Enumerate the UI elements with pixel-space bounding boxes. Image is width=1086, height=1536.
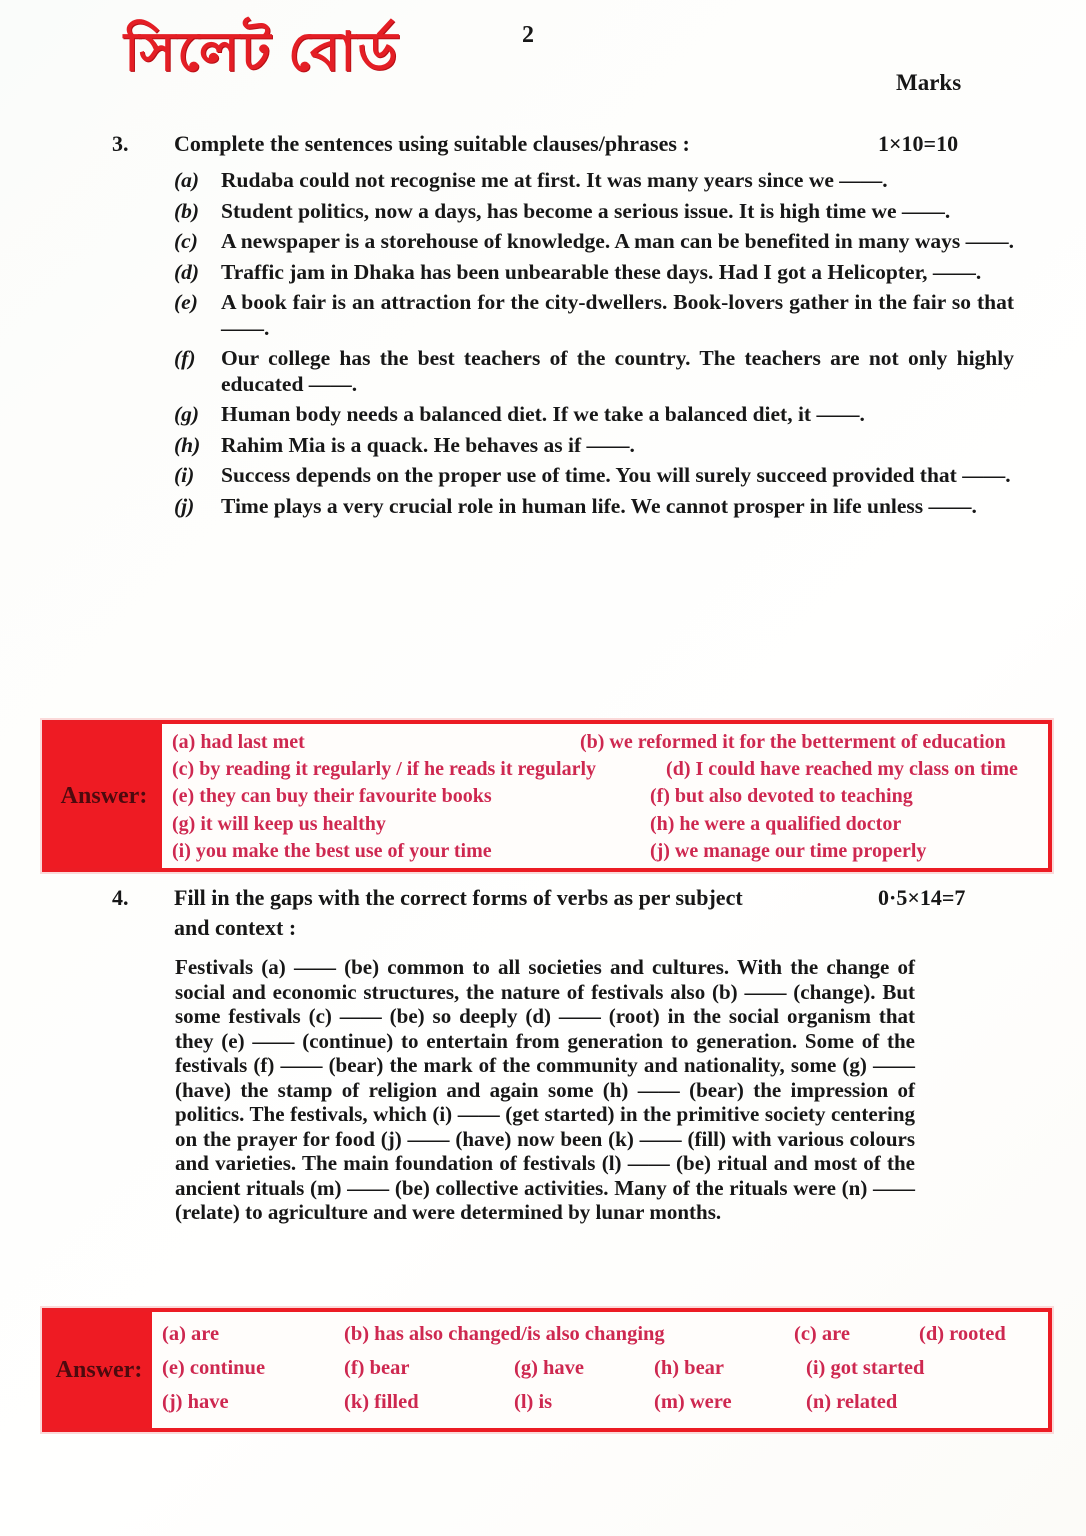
- answer-item: (k) filled: [344, 1391, 419, 1413]
- answer-box-q4: [42, 1308, 1052, 1432]
- question-3-number: 3.: [112, 131, 129, 156]
- answer-item: (n) related: [806, 1391, 898, 1413]
- item-label: (c): [174, 229, 198, 253]
- question-item-c: [174, 229, 1014, 255]
- question-4-section: [112, 884, 1014, 1225]
- answer-item: (l) is: [514, 1391, 553, 1413]
- answer-item: (b) has also changed/is also changing: [344, 1323, 665, 1345]
- answer-item: (i) you make the best use of your time: [172, 839, 492, 862]
- answer-item: (j) we manage our time properly: [649, 839, 927, 862]
- question-item-g: [174, 402, 1014, 428]
- question-4-passage: Festivals (a) —— (be) common to all societies and cultures. With the change of social and economic structures, the nature of festivals also (b) —— (change). But some festivals (c) —— (be) so deeply (d) —— (root) in the social organism that they (e) —— (continue) to entertain from generation to generation. Some of the festivals (f) —— (bear) the mark of the community and nationality, some (g) —— (have) the stamp of religion and again some (h) —— (bear) the impression of politics. The festivals, which (i) —— (get started) in the primitive society centering on the prayer for food (j) —— (have) now been (k) —— (fill) with various colours and varieties. The main foundation of festivals (l) —— (be) ritual and most of the ancient rituals (m) —— (be) collective activities. Many of the rituals were (n) —— (relate) to agriculture and were determined by lunar months.: [175, 955, 915, 1224]
- answer-label: Answer:: [46, 724, 162, 868]
- item-text: Student politics, now a days, has become a serious issue. It is high time we ——.: [221, 198, 951, 223]
- answer-item: (h) he were a qualified doctor: [649, 812, 902, 835]
- answer-item: (c) are: [794, 1323, 850, 1345]
- answer-row: [162, 1351, 1040, 1385]
- question-3-header: [112, 130, 1014, 157]
- answer-row: [172, 838, 1040, 865]
- item-label: (a): [174, 168, 200, 192]
- answer-item: (d) I could have reached my class on time: [666, 758, 1018, 781]
- answer-item: (m) were: [654, 1391, 732, 1413]
- item-label: (h): [174, 432, 201, 457]
- item-label: (g): [174, 402, 200, 426]
- question-4-prompt-line2: and context :: [174, 915, 297, 940]
- board-title: সিলেট বোর্ড: [124, 22, 400, 82]
- answer-item: (a) are: [162, 1323, 220, 1345]
- item-label: (d): [174, 259, 200, 284]
- answer-content-q4: [152, 1312, 1048, 1428]
- answer-item: (g) it will keep us healthy: [172, 812, 386, 835]
- answer-item: (e) continue: [162, 1357, 266, 1379]
- question-item-h: [174, 433, 1014, 459]
- item-label: (e): [174, 290, 198, 314]
- answer-row: [172, 756, 1040, 783]
- answer-row: [172, 729, 1040, 756]
- answer-label: Answer:: [46, 1312, 152, 1428]
- answer-item: (d) rooted: [919, 1323, 1006, 1345]
- item-label: (j): [174, 493, 195, 518]
- answer-content-q3: [162, 724, 1048, 868]
- item-text: A book fair is an attraction for the city-dwellers. Book-lovers gather in the fair so that ——.: [221, 290, 1014, 340]
- item-text: Human body needs a balanced diet. If we take a balanced diet, it ——.: [221, 402, 865, 426]
- item-text: Our college has the best teachers of the country. The teachers are not only highly educated ——.: [221, 346, 1014, 396]
- item-text: Traffic jam in Dhaka has been unbearable these days. Had I got a Helicopter, ——.: [221, 259, 982, 284]
- answer-item: (i) got started: [806, 1357, 925, 1379]
- answer-item: (c) by reading it regularly / if he reads it regularly: [172, 758, 597, 781]
- question-item-e: [174, 290, 1014, 341]
- answer-item: (j) have: [162, 1391, 229, 1413]
- question-4-number: 4.: [112, 885, 129, 910]
- answer-row: [172, 783, 1040, 810]
- answer-item: (f) but also devoted to teaching: [649, 785, 913, 808]
- item-text: A newspaper is a storehouse of knowledge. A man can be benefited in many ways ——.: [221, 229, 1014, 253]
- answer-row: [172, 811, 1040, 838]
- answer-item: (b) we reformed it for the betterment of education: [579, 731, 1006, 753]
- item-label: (i): [174, 463, 195, 487]
- item-label: (f): [174, 346, 196, 370]
- answer-item: (f) bear: [344, 1357, 410, 1379]
- question-item-d: [174, 260, 1014, 286]
- question-3-section: [112, 130, 1014, 524]
- question-4-marks: 0·5×14=7: [878, 885, 966, 910]
- question-item-f: [174, 346, 1014, 397]
- question-item-j: [174, 494, 1014, 520]
- question-4-prompt-line1: Fill in the gaps with the correct forms of verbs as per subject: [174, 885, 743, 910]
- answer-item: (h) bear: [654, 1357, 725, 1379]
- answer-item: (a) had last met: [172, 731, 305, 753]
- question-item-a: [174, 168, 1014, 194]
- question-4-header: [112, 884, 1014, 911]
- answer-row: [162, 1385, 1040, 1419]
- item-text: Rudaba could not recognise me at first. It was many years since we ——.: [221, 168, 888, 192]
- marks-label: Marks: [896, 70, 962, 95]
- question-3-prompt: Complete the sentences using suitable clauses/phrases :: [174, 131, 690, 156]
- answer-item: (g) have: [514, 1357, 585, 1379]
- question-3-items: [174, 168, 1014, 519]
- question-item-i: [174, 463, 1014, 489]
- answer-box-q3: [42, 720, 1052, 872]
- item-label: (b): [174, 198, 200, 223]
- question-item-b: [174, 199, 1014, 225]
- answer-item: (e) they can buy their favourite books: [172, 785, 492, 808]
- answer-row: [162, 1317, 1040, 1351]
- item-text: Rahim Mia is a quack. He behaves as if ——.: [221, 432, 635, 457]
- question-3-marks: 1×10=10: [878, 131, 959, 156]
- page-number: 2: [522, 22, 534, 48]
- item-text: Success depends on the proper use of time. You will surely succeed provided that ——.: [221, 463, 1011, 487]
- item-text: Time plays a very crucial role in human life. We cannot prosper in life unless ——.: [221, 493, 977, 518]
